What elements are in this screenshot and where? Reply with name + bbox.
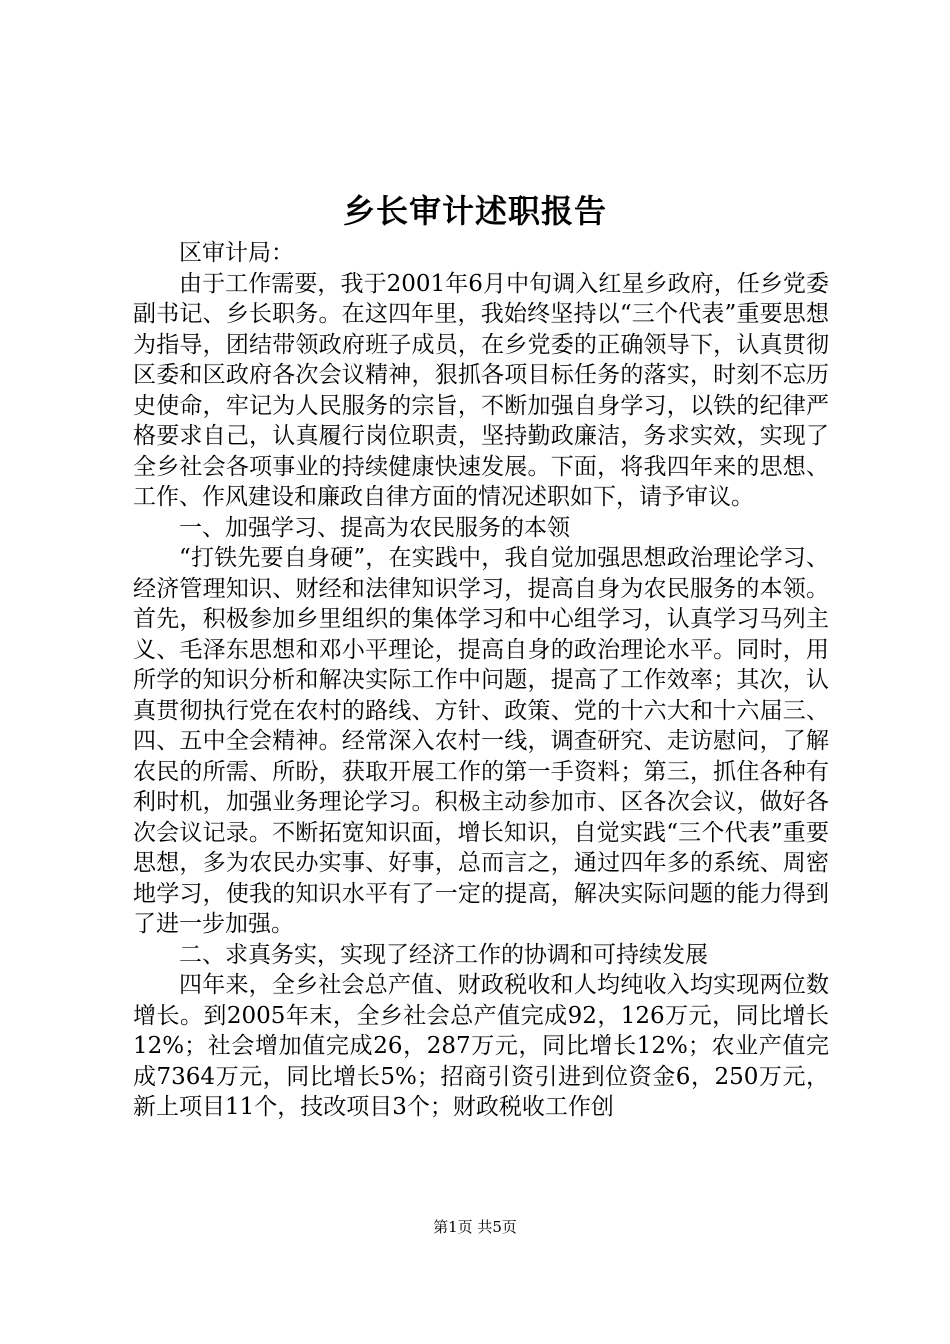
- section-heading-2: 二、求真务实，实现了经济工作的协调和可持续发展: [179, 941, 708, 968]
- salutation: 区审计局：: [179, 240, 294, 266]
- document-body: [133, 238, 829, 1123]
- page-footer: 第1页 共5页: [433, 1218, 517, 1236]
- document-title: 乡长审计述职报告: [342, 192, 607, 230]
- paragraph-section-2: 四年来，全乡社会总产值、财政税收和人均纯收入均实现两位数增长。到2005年末，全乡社会总产值完成92，126万元，同比增长12%；社会增加值完成26，287万元，同比增长12%；农业产值完成7364万元，同比增长5%；招商引资引进到位资金6，250万元，新上项目11个，技改项目3个；财政税收工作创: [133, 972, 829, 1120]
- section-heading-1: 一、加强学习、提高为农民服务的本领: [179, 514, 570, 541]
- paragraph-intro: 由于工作需要，我于2001年6月中旬调入红星乡政府，任乡党委副书记、乡长职务。在这四年里，我始终坚持以“三个代表”重要思想为指导，团结带领政府班子成员，在乡党委的正确领导下，认真贯彻区委和区政府各次会议精神，狠抓各项目标任务的落实，时刻不忘历史使命，牢记为人民服务的宗旨，不断加强自身学习，以铁的纪律严格要求自己，认真履行岗位职责，坚持勤政廉洁，务求实效，实现了全乡社会各项事业的持续健康快速发展。下面，将我四年来的思想、工作、作风建设和廉政自律方面的情况述职如下，请予审议。: [133, 270, 829, 510]
- paragraph-section-1: “打铁先要自身硬”，在实践中，我自觉加强思想政治理论学习、经济管理知识、财经和法律知识学习，提高自身为农民服务的本领。首先，积极参加乡里组织的集体学习和中心组学习，认真学习马列主义、毛泽东思想和邓小平理论，提高自身的政治理论水平。同时，用所学的知识分析和解决实际工作中问题，提高了工作效率；其次，认真贯彻执行党在农村的路线、方针、政策、党的十六大和十六届三、四、五中全会精神。经常深入农村一线，调查研究、走访慰问，了解农民的所需、所盼，获取开展工作的第一手资料；第三，抓住各种有利时机，加强业务理论学习。积极主动参加市、区各次会议，做好各次会议记录。不断拓宽知识面，增长知识，自觉实践“三个代表”重要思想，多为农民办实事、好事，总而言之，通过四年多的系统、周密地学习，使我的知识水平有了一定的提高，解决实际问题的能力得到了进一步加强。: [133, 545, 829, 937]
